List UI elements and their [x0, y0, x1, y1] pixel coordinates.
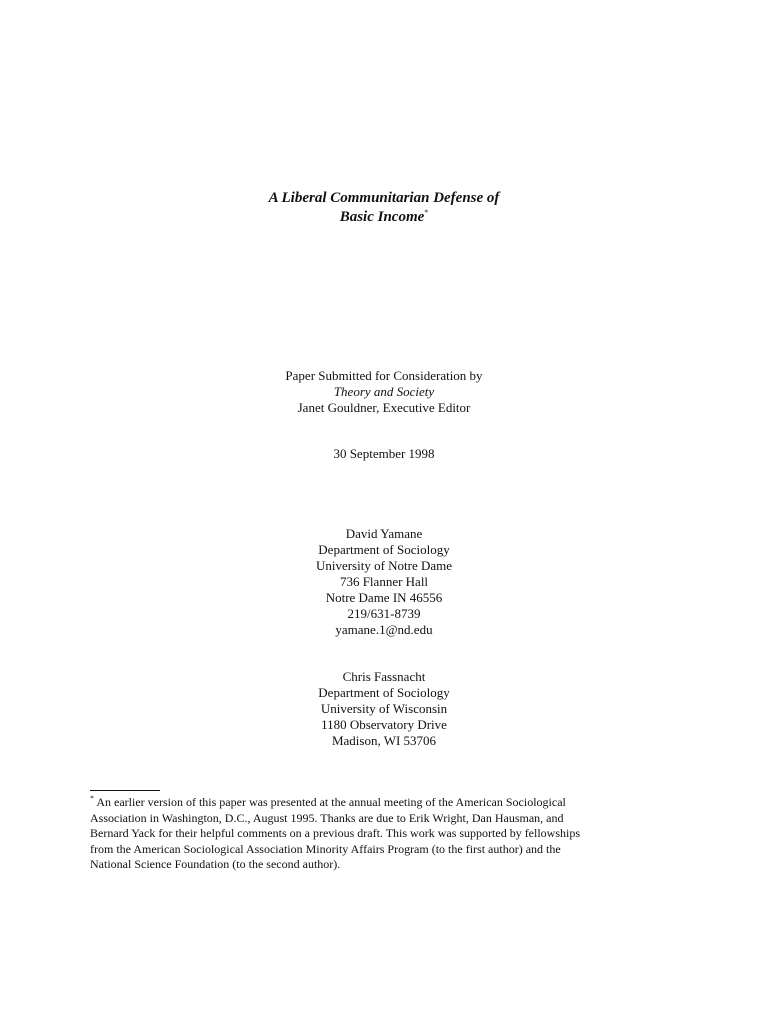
journal-name: Theory and Society	[333, 384, 435, 399]
paper-title-line-2-text: Basic Income	[339, 209, 425, 225]
footnote-line-3: Bernard Yack for their helpful comments on a previous draft. This work was supported by fellowships	[90, 826, 581, 841]
footnote-line-2: Association in Washington, D.C., August 1995. Thanks are due to Erik Wright, Dan Hausman, and	[90, 810, 564, 825]
submission-block	[0, 368, 768, 416]
paper-title-line-1: A Liberal Communitarian Defense of	[268, 190, 500, 206]
submission-line: Paper Submitted for Consideration by	[285, 368, 483, 383]
author-university: University of Notre Dame	[315, 558, 453, 573]
author-address-1: 1180 Observatory Drive	[321, 717, 447, 732]
footnote-mark: *	[90, 794, 94, 803]
author-name: David Yamane	[345, 526, 423, 541]
footnote-line-1-text: An earlier version of this paper was presented at the annual meeting of the American Sociological	[96, 795, 566, 809]
author-address-2: Notre Dame IN 46556	[325, 590, 443, 605]
author-block-1	[0, 526, 768, 638]
submission-date: 30 September 1998	[333, 446, 435, 461]
author-address-2: Madison, WI 53706	[331, 733, 437, 748]
footnote-line-1	[90, 795, 690, 811]
title-footnote-mark: *	[424, 208, 429, 217]
title-block	[0, 189, 768, 227]
author-name: Chris Fassnacht	[342, 669, 426, 684]
author-email[interactable]: yamane.1@nd.edu	[335, 622, 433, 637]
editor-line: Janet Gouldner, Executive Editor	[297, 400, 471, 415]
paper-title-line-2	[0, 208, 768, 227]
author-university: University of Wisconsin	[320, 701, 448, 716]
author-block-2	[0, 669, 768, 749]
footnote-line-4: from the American Sociological Association Minority Affairs Program (to the first author) and the	[90, 841, 561, 856]
author-address-1: 736 Flanner Hall	[339, 574, 429, 589]
author-phone: 219/631-8739	[347, 606, 421, 621]
footnote	[90, 795, 690, 873]
footnote-divider	[90, 790, 160, 791]
author-department: Department of Sociology	[318, 685, 450, 700]
footnote-line-5: National Science Foundation (to the second author).	[90, 857, 341, 872]
date-block	[0, 446, 768, 462]
author-department: Department of Sociology	[318, 542, 450, 557]
